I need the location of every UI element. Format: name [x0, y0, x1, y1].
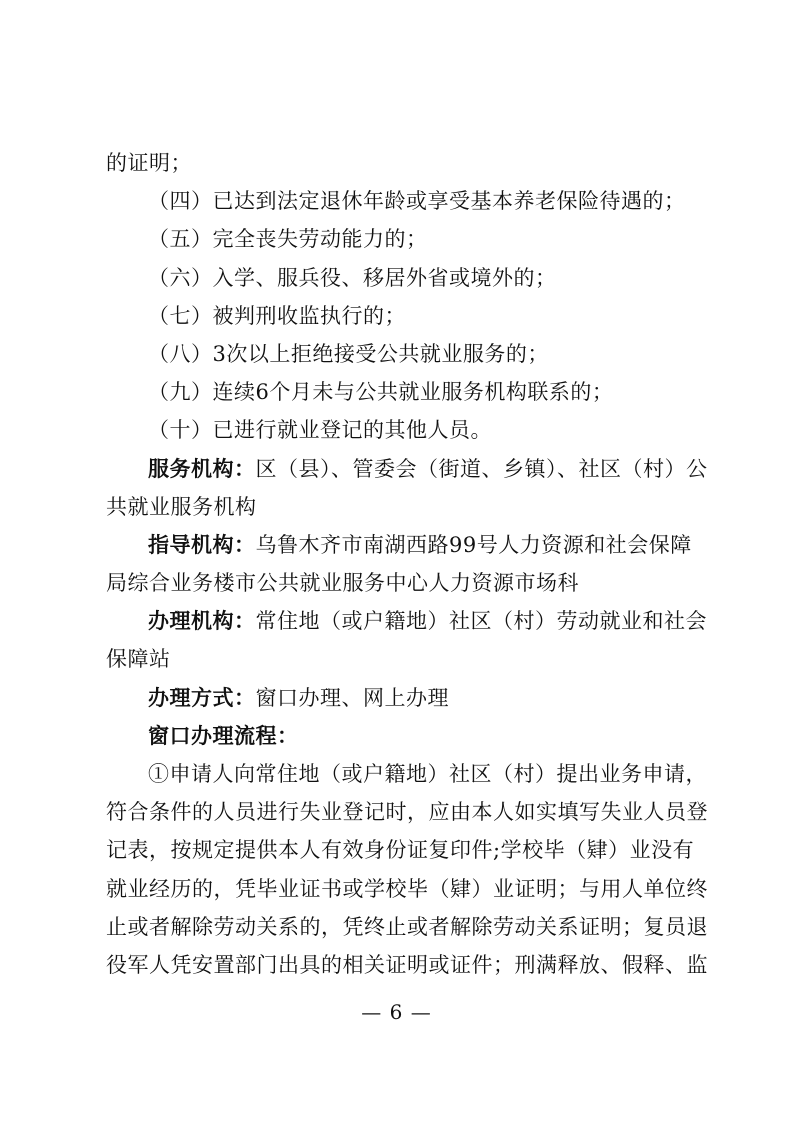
handle-org-line: [106, 602, 707, 640]
handle-org-text: 常住地（或户籍地）社区（村）劳动就业和社会: [255, 609, 707, 634]
paragraph-line: 的证明；: [106, 151, 192, 175]
guide-org-text: 乌鲁木齐市南湖西路99号人力资源和社会保障: [255, 532, 692, 557]
handle-method-text: 窗口办理、网上办理: [255, 685, 449, 710]
guide-org-line: [106, 526, 692, 564]
handle-method-line: [106, 679, 692, 717]
list-item: （五）完全丧失劳动能力的；: [148, 227, 428, 252]
service-org-line: [106, 450, 708, 488]
process-line: 记表，按规定提供本人有效身份证复印件;学校毕（肄）业没有: [106, 838, 695, 863]
guide-org-continuation: 局综合业务楼市公共就业服务中心人力资源市场科: [106, 571, 579, 596]
process-line: 役军人凭安置部门出具的相关证明或证件；刑满释放、假释、监: [106, 952, 708, 977]
list-item: （六）入学、服兵役、移居外省或境外的；: [148, 265, 557, 290]
process-line: ①申请人向常住地（或户籍地）社区（村）提出业务申请，: [148, 762, 707, 786]
list-item: （八）3次以上拒绝接受公共就业服务的；: [148, 341, 549, 366]
body-text: [106, 144, 708, 984]
process-line: 就业经历的，凭毕业证书或学校毕（肄）业证明；与用人单位终: [106, 876, 708, 901]
process-line: 符合条件的人员进行失业登记时，应由本人如实填写失业人员登: [106, 800, 708, 825]
list-item: （九）连续6个月未与公共就业服务机构联系的；: [148, 380, 614, 405]
page-number: — 6 —: [361, 1000, 432, 1024]
guide-org-label: 指导机构：: [148, 532, 256, 557]
service-org-label: 服务机构：: [148, 456, 256, 481]
window-process-label: 窗口办理流程：: [148, 723, 299, 748]
handle-method-label: 办理方式：: [148, 685, 256, 710]
service-org-text: 区（县）、管委会（街道、乡镇）、社区（村）公: [255, 456, 708, 481]
process-line: 止或者解除劳动关系的，凭终止或者解除劳动关系证明；复员退: [106, 914, 708, 939]
window-process-heading: [106, 717, 692, 755]
list-item: （七）被判刑收监执行的；: [148, 303, 406, 328]
handle-org-continuation: 保障站: [106, 647, 171, 672]
handle-org-label: 办理机构：: [148, 609, 256, 634]
list-item: （十）已进行就业登记的其他人员。: [148, 418, 492, 443]
list-item: （四）已达到法定退休年龄或享受基本养老保险待遇的；: [148, 189, 686, 214]
service-org-continuation: 共就业服务机构: [106, 494, 257, 519]
